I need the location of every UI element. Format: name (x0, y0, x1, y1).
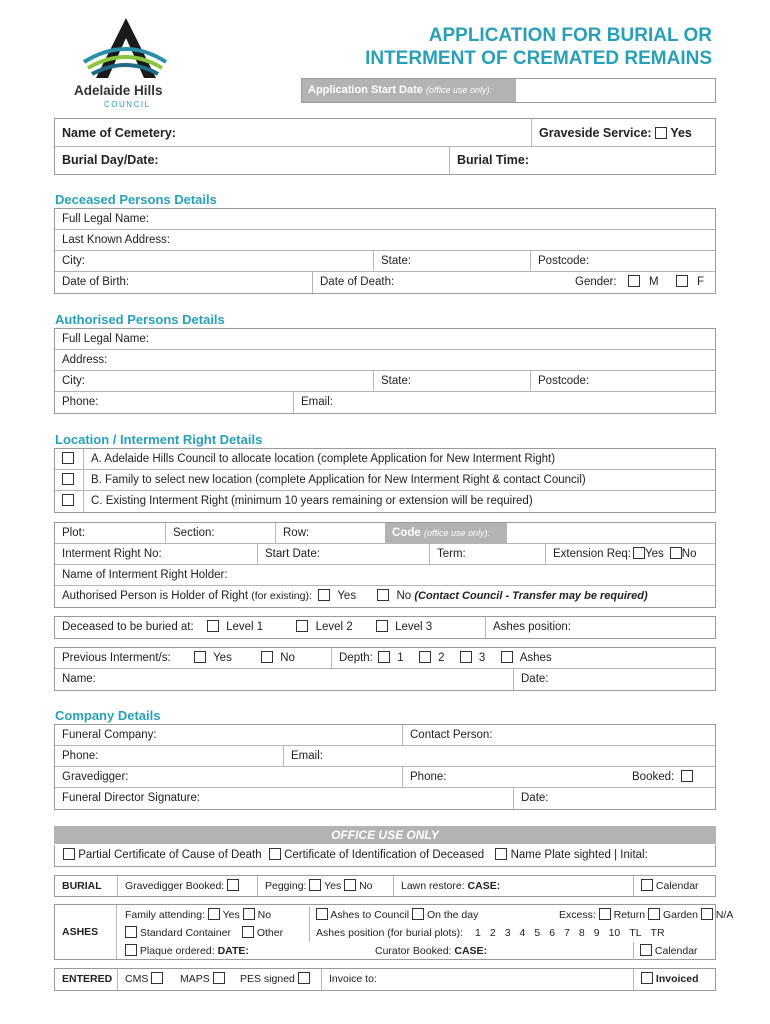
depth3-label: 3 (478, 652, 486, 664)
depth2-checkbox[interactable] (419, 651, 431, 663)
ashes-position-option[interactable]: 5 (534, 927, 541, 939)
office-use-banner: OFFICE USE ONLY (54, 826, 716, 844)
auth-holder-no-label: No (396, 590, 412, 602)
authorised-postcode-label: Postcode: (538, 375, 590, 387)
excess-label: Excess: (559, 909, 596, 921)
previous-name-label: Name: (62, 673, 96, 685)
option-c-checkbox[interactable] (62, 494, 74, 506)
option-c-text (83, 491, 715, 512)
previous-yes-label: Yes (213, 652, 232, 664)
authorised-email-label: Email: (301, 396, 333, 408)
code-note: (office use only): (423, 528, 490, 538)
entered-row-label: ENTERED (62, 973, 113, 985)
signature-label: Funeral Director Signature: (62, 792, 201, 804)
buried-level-field (55, 617, 485, 638)
depth-field (331, 648, 715, 668)
depth2-label: 2 (438, 652, 445, 664)
family-no-label: No (257, 909, 272, 921)
authorised-city-label: City: (62, 375, 85, 387)
burial-calendar-field (633, 876, 715, 896)
start-date-note: (office use only): (425, 85, 492, 95)
auth-holder-note: (for existing): (251, 590, 312, 602)
deceased-city-field[interactable] (55, 251, 373, 271)
burial-time-field[interactable] (449, 147, 715, 174)
location-section-title: Location / Interment Right Details (55, 432, 263, 447)
start-date-field (301, 78, 716, 103)
deceased-state-label: State: (381, 255, 412, 267)
cms-label: CMS (125, 973, 149, 985)
ashes-position-option[interactable]: TR (650, 927, 665, 939)
term-label: Term: (437, 548, 466, 560)
ashes-council-label: Ashes to Council (330, 909, 410, 921)
ir-start-date-label: Start Date: (265, 548, 320, 560)
row-field[interactable] (275, 523, 385, 543)
pegging-label: Pegging: (265, 880, 307, 892)
auth-holder-no-note: (Contact Council - Transfer may be required) (414, 590, 648, 602)
company-date-label: Date: (521, 792, 549, 804)
partial-cert-checkbox[interactable] (63, 848, 75, 860)
option-b-text (83, 470, 715, 490)
authorised-section-title: Authorised Persons Details (55, 312, 225, 327)
gender-m-checkbox[interactable] (628, 275, 640, 287)
funeral-company-label: Funeral Company: (62, 729, 157, 741)
code-label: Code (392, 527, 421, 539)
ashes-position-label: Ashes position: (493, 621, 571, 633)
auth-holder-yes-checkbox[interactable] (318, 589, 330, 601)
authorised-postcode-field[interactable] (530, 371, 715, 391)
pegging-no-checkbox[interactable] (344, 879, 356, 891)
maps-label: MAPS (180, 973, 210, 985)
option-a-label: A. Adelaide Hills Council to allocate location (complete Application for New Interment Right) (91, 453, 556, 465)
extension-yes-checkbox[interactable] (633, 547, 645, 559)
graveside-yes-checkbox[interactable] (655, 127, 667, 139)
ashes-calendar-label: Calendar (654, 945, 698, 957)
lawn-restore-label: Lawn restore: (401, 880, 465, 892)
option-a-checkbox[interactable] (62, 452, 74, 464)
deceased-section-title: Deceased Persons Details (55, 192, 217, 207)
deceased-postcode-label: Postcode: (538, 255, 590, 267)
plot-field[interactable] (55, 523, 165, 543)
holder-field[interactable] (55, 565, 715, 585)
ashes-position-option[interactable]: 4 (519, 927, 526, 939)
depth-ashes-label: Ashes (519, 652, 552, 664)
cms-checkbox[interactable] (151, 972, 163, 984)
start-date-label: Application Start Date (308, 84, 423, 96)
gravedigger-booked-checkbox[interactable] (227, 879, 239, 891)
lawn-case-label: CASE: (467, 880, 501, 892)
on-day-checkbox[interactable] (412, 908, 424, 920)
ashes-row-label: ASHES (55, 905, 117, 959)
plot-label: Plot: (62, 527, 86, 539)
ir-no-label: Interment Right No: (62, 548, 162, 560)
authorised-phone-label: Phone: (62, 396, 99, 408)
maps-group (173, 969, 233, 990)
family-attending (125, 906, 271, 924)
signature-field[interactable] (55, 788, 513, 809)
curator-group[interactable] (375, 942, 487, 960)
family-yes-checkbox[interactable] (208, 908, 220, 920)
company-phone-field[interactable] (55, 746, 283, 766)
curator-label: Curator Booked: (375, 945, 452, 957)
authorised-name-label: Full Legal Name: (62, 333, 149, 345)
previous-box (54, 647, 716, 691)
family-attending-label: Family attending: (125, 909, 205, 921)
company-section-title: Company Details (55, 708, 161, 723)
ashes-council-group (309, 906, 478, 924)
company-date-field[interactable] (513, 788, 715, 809)
maps-checkbox[interactable] (213, 972, 225, 984)
authorised-state-field[interactable] (373, 371, 530, 391)
extension-no-label: No (681, 548, 697, 560)
depth1-checkbox[interactable] (378, 651, 390, 663)
authorised-city-field[interactable] (55, 371, 373, 391)
extension-yes-label: Yes (645, 548, 664, 560)
office-use-certificates (54, 845, 716, 867)
auth-holder-yes-label: Yes (337, 590, 357, 602)
excess-na-label: N/A (715, 909, 734, 921)
plaque-date-label: DATE: (217, 945, 249, 957)
funeral-company-field[interactable] (55, 725, 402, 745)
container-group (125, 924, 283, 942)
level3-label: Level 3 (395, 621, 433, 633)
deceased-dob-label: Date of Birth: (62, 276, 130, 288)
company-phone-label: Phone: (62, 750, 99, 762)
logo-subname: COUNCIL (104, 100, 151, 109)
deceased-box (54, 208, 716, 294)
form-title (365, 24, 712, 70)
start-date-input[interactable] (516, 79, 715, 102)
ashes-position-option[interactable]: 6 (549, 927, 556, 939)
ashes-line-1 (119, 906, 734, 924)
burial-calendar-label: Calendar (655, 880, 699, 892)
pegging-no-label: No (359, 880, 373, 892)
gender-f-label: F (696, 276, 704, 288)
section-field[interactable] (165, 523, 275, 543)
ashes-calendar-group (633, 942, 698, 960)
plaque-checkbox[interactable] (125, 944, 137, 956)
ashes-position-option[interactable]: 9 (593, 927, 600, 939)
graveside-yes-label: Yes (670, 126, 692, 140)
pes-checkbox[interactable] (298, 972, 310, 984)
deceased-name-label: Full Legal Name: (62, 213, 149, 225)
pegging-yes-label: Yes (324, 880, 342, 892)
ashes-position-numbers (466, 927, 665, 939)
invoiced-checkbox[interactable] (641, 972, 653, 984)
burial-calendar-checkbox[interactable] (641, 879, 653, 891)
ashes-position-option[interactable]: TL (629, 927, 642, 939)
identification-cert-checkbox[interactable] (269, 848, 281, 860)
invoice-to-label: Invoice to: (329, 973, 377, 985)
deceased-dod-label: Date of Death: (320, 276, 395, 288)
cemetery-box (54, 118, 716, 175)
gender-m-label: M (648, 276, 659, 288)
nameplate-label: Name Plate sighted | Inital: (510, 849, 648, 861)
gravedigger-booked-label: Gravedigger Booked: (125, 880, 225, 892)
nameplate-checkbox[interactable] (495, 848, 507, 860)
plot-box (54, 522, 716, 608)
location-option-a[interactable] (55, 449, 83, 469)
ashes-council-checkbox[interactable] (316, 908, 328, 920)
standard-container-label: Standard Container (139, 927, 231, 939)
ir-start-date-field[interactable] (257, 544, 429, 564)
partial-cert-label: Partial Certificate of Cause of Death (78, 849, 262, 861)
identification-cert-label: Certificate of Identification of Deceased (284, 849, 485, 861)
logo-name: Adelaide Hills (74, 83, 163, 98)
booked-checkbox[interactable] (681, 770, 693, 782)
gravedigger-field[interactable] (55, 767, 402, 787)
gender-f-checkbox[interactable] (676, 275, 688, 287)
ashes-line-2 (119, 924, 715, 942)
ashes-line-3 (119, 942, 715, 960)
family-yes-label: Yes (222, 909, 240, 921)
gravedigger-phone-field[interactable] (402, 767, 624, 787)
option-b-label: B. Family to select new location (complete Application for New Interment Right & contact Council) (91, 474, 586, 486)
excess-garden-label: Garden (662, 909, 698, 921)
logo-mark-icon (66, 16, 186, 86)
booked-field (624, 767, 715, 787)
ashes-position-field[interactable] (485, 617, 715, 638)
gravedigger-booked-field (117, 876, 257, 896)
pes-label: PES signed (240, 973, 295, 985)
booked-label: Booked: (632, 771, 675, 783)
family-no-checkbox[interactable] (243, 908, 255, 920)
pes-group (233, 969, 321, 990)
council-logo (66, 16, 186, 111)
deceased-city-label: City: (62, 255, 85, 267)
ashes-office-box (54, 904, 734, 960)
cms-group (117, 969, 173, 990)
code-label-bg (385, 523, 507, 543)
extension-field (545, 544, 715, 564)
previous-no-checkbox[interactable] (261, 651, 273, 663)
depth-label: Depth: (339, 652, 373, 664)
previous-name-field[interactable] (55, 669, 513, 690)
auth-holder-no-checkbox[interactable] (377, 589, 389, 601)
burial-time-label: Burial Time: (457, 153, 530, 167)
graveside-label: Graveside Service: (539, 126, 652, 140)
holder-label: Name of Interment Right Holder: (62, 569, 228, 581)
code-input[interactable] (507, 523, 715, 543)
authorised-box (54, 328, 716, 414)
ashes-position-option[interactable]: 10 (608, 927, 621, 939)
form-title-line2: INTERMENT OF CREMATED REMAINS (365, 48, 712, 69)
contact-person-field[interactable] (402, 725, 715, 745)
ashes-calendar-checkbox[interactable] (640, 944, 652, 956)
on-day-label: On the day (426, 909, 479, 921)
company-email-label: Email: (291, 750, 323, 762)
level2-checkbox[interactable] (296, 620, 308, 632)
other-container-label: Other (256, 927, 284, 939)
standard-container-checkbox[interactable] (125, 926, 137, 938)
level2-label: Level 2 (315, 621, 353, 633)
ashes-position-option[interactable]: 1 (475, 927, 481, 939)
burial-office-box (54, 875, 716, 897)
buried-at-box (54, 616, 716, 639)
ashes-position-option[interactable]: 3 (504, 927, 511, 939)
excess-garden-checkbox[interactable] (648, 908, 660, 920)
ashes-position-option[interactable]: 8 (578, 927, 585, 939)
gender-label: Gender: (575, 276, 617, 288)
authorised-email-field[interactable] (293, 392, 715, 413)
start-date-label-bg (302, 79, 516, 102)
extension-label: Extension Req: (553, 548, 631, 560)
other-container-checkbox[interactable] (242, 926, 254, 938)
invoice-to-field[interactable] (321, 969, 633, 990)
authorised-phone-field[interactable] (55, 392, 293, 413)
plaque-label: Plaque ordered: (139, 945, 215, 957)
authorised-address-label: Address: (62, 354, 108, 366)
form-title-line1: APPLICATION FOR BURIAL OR (428, 25, 712, 46)
deceased-gender-field (568, 272, 715, 293)
ashes-position-option[interactable]: 2 (489, 927, 496, 939)
level1-checkbox[interactable] (207, 620, 219, 632)
company-box (54, 724, 716, 810)
pegging-field (257, 876, 393, 896)
previous-date-field[interactable] (513, 669, 715, 690)
authorised-state-label: State: (381, 375, 412, 387)
term-field[interactable] (429, 544, 545, 564)
authorised-address-field[interactable] (55, 350, 715, 370)
ashes-position-group (309, 924, 665, 942)
previous-date-label: Date: (521, 673, 549, 685)
invoiced-group (633, 969, 715, 990)
location-option-c[interactable] (55, 491, 83, 512)
depth1-label: 1 (397, 652, 404, 664)
gravedigger-phone-label: Phone: (410, 771, 447, 783)
cemetery-name-field[interactable] (55, 119, 531, 146)
gravedigger-label: Gravedigger: (62, 771, 129, 783)
deceased-dod-field[interactable] (312, 272, 568, 293)
previous-yes-checkbox[interactable] (194, 651, 206, 663)
company-email-field[interactable] (283, 746, 715, 766)
option-a-text (83, 449, 715, 469)
location-option-b[interactable] (55, 470, 83, 490)
previous-field (55, 648, 331, 668)
deceased-dob-field[interactable] (55, 272, 312, 293)
graveside-service-field (531, 119, 715, 146)
option-b-checkbox[interactable] (62, 473, 74, 485)
excess-return-label: Return (613, 909, 646, 921)
burial-row-label: BURIAL (62, 880, 102, 892)
authorised-name-field[interactable] (55, 329, 715, 349)
contact-person-label: Contact Person: (410, 729, 493, 741)
deceased-name-field[interactable] (55, 209, 715, 229)
previous-label: Previous Interment/s: (62, 652, 171, 664)
level3-checkbox[interactable] (376, 620, 388, 632)
deceased-address-field[interactable] (55, 230, 715, 250)
buried-label: Deceased to be buried at: (62, 621, 194, 633)
ashes-position-option[interactable]: 7 (564, 927, 570, 939)
extension-no-checkbox[interactable] (670, 547, 682, 559)
deceased-postcode-field[interactable] (530, 251, 715, 271)
location-box (54, 448, 716, 513)
ashes-position-plots-label: Ashes position (for burial plots): (316, 927, 464, 939)
excess-return-checkbox[interactable] (599, 908, 611, 920)
pegging-yes-checkbox[interactable] (309, 879, 321, 891)
row-label: Row: (283, 527, 310, 539)
previous-no-label: No (280, 652, 295, 664)
burial-date-label: Burial Day/Date: (62, 153, 159, 167)
depth3-checkbox[interactable] (460, 651, 472, 663)
ir-no-field[interactable] (55, 544, 257, 564)
excess-group (559, 906, 733, 924)
burial-date-field[interactable] (55, 147, 449, 174)
auth-holder-label: Authorised Person is Holder of Right (62, 590, 249, 602)
depth-ashes-checkbox[interactable] (501, 651, 513, 663)
section-label: Section: (173, 527, 215, 539)
plaque-group (125, 942, 249, 960)
deceased-address-label: Last Known Address: (62, 234, 171, 246)
option-c-label: C. Existing Interment Right (minimum 10 years remaining or extension will be required) (91, 495, 533, 507)
entered-office-box (54, 968, 716, 991)
level1-label: Level 1 (226, 621, 264, 633)
curator-case-label: CASE: (454, 945, 488, 957)
invoiced-label: Invoiced (655, 973, 699, 985)
cemetery-name-label: Name of Cemetery: (62, 126, 176, 140)
auth-holder-field (55, 586, 715, 607)
excess-na-checkbox[interactable] (701, 908, 713, 920)
deceased-state-field[interactable] (373, 251, 530, 271)
lawn-restore-field[interactable] (393, 876, 633, 896)
